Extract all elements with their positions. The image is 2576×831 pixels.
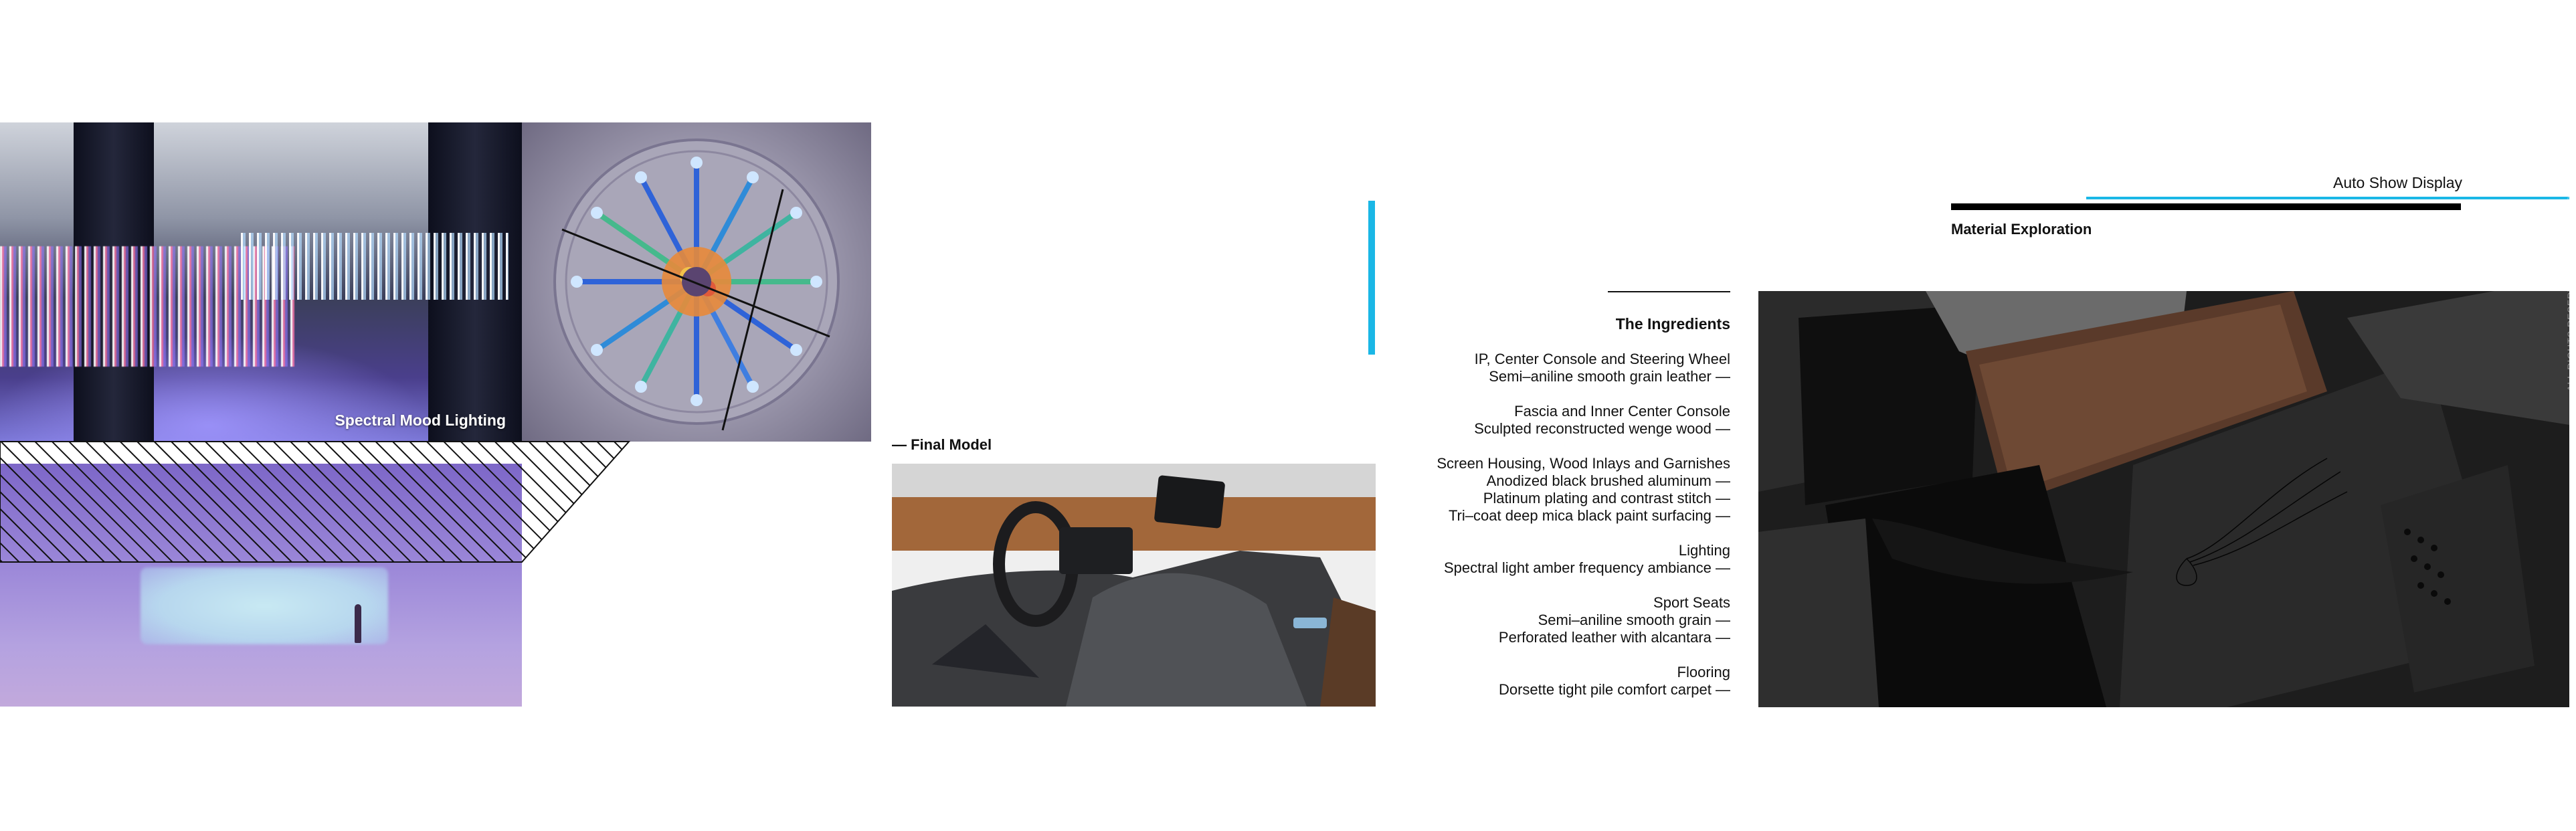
rights-watermark: ALL RIGHTS RESERVED © & COPYRIGHT 2015 WLBRZYNSKA — [2565, 79, 2576, 391]
lighting-caption: Spectral Mood Lighting — [335, 411, 506, 429]
light-chimes — [241, 233, 509, 300]
ingredient-line: Spectral light amber frequency ambiance — — [1444, 559, 1730, 576]
ingredient-line: Dorsette tight pile comfort carpet — — [1498, 681, 1730, 698]
ingredient-line: Fascia and Inner Center Console — [1514, 403, 1730, 420]
ingredient-line: Screen Housing, Wood Inlays and Garnishes — [1437, 455, 1730, 472]
material-exploration-label: Material Exploration — [1951, 221, 2092, 238]
ingredients-rule — [1608, 291, 1730, 292]
ingredient-line: Perforated leather with alcantara — — [1498, 629, 1730, 646]
ingredients-list — [1398, 291, 1730, 699]
ingredient-group — [1398, 542, 1730, 577]
ingredient-group — [1398, 455, 1730, 525]
radial-light-photo — [522, 122, 871, 442]
hatch-pattern — [0, 442, 629, 562]
ingredient-group — [1398, 403, 1730, 438]
spectral-lighting-photo — [0, 122, 522, 442]
ingredients-title: The Ingredients — [1615, 315, 1730, 333]
accent-horizontal-line — [2086, 197, 2569, 199]
ingredient-group — [1398, 664, 1730, 699]
ingredient-line: Semi–aniline smooth grain leather — — [1489, 368, 1730, 385]
car-interior-photo — [892, 464, 1376, 707]
ingredient-line: Lighting — [1678, 542, 1730, 559]
ingredient-line: Flooring — [1677, 664, 1730, 680]
auto-show-label: Auto Show Display — [2333, 174, 2463, 191]
final-model-label: — Final Model — [892, 436, 992, 453]
ingredient-group — [1398, 594, 1730, 646]
header-black-bar — [1951, 203, 2461, 210]
ingredient-group — [1398, 351, 1730, 385]
ingredient-line: Sport Seats — [1653, 594, 1730, 611]
ingredient-line: IP, Center Console and Steering Wheel — [1474, 351, 1730, 367]
glow-window — [141, 567, 388, 644]
ingredient-line: Platinum plating and contrast stitch — — [1483, 490, 1730, 506]
ingredient-line: Sculpted reconstructed wenge wood — — [1474, 420, 1730, 437]
ingredient-line: Tri–coat deep mica black paint surfacing — — [1448, 507, 1730, 524]
ingredient-line: Anodized black brushed aluminum — — [1486, 472, 1730, 489]
ingredient-line: Semi–aniline smooth grain — — [1538, 612, 1730, 628]
person-figure — [355, 604, 361, 643]
accent-vertical-bar — [1368, 201, 1375, 355]
